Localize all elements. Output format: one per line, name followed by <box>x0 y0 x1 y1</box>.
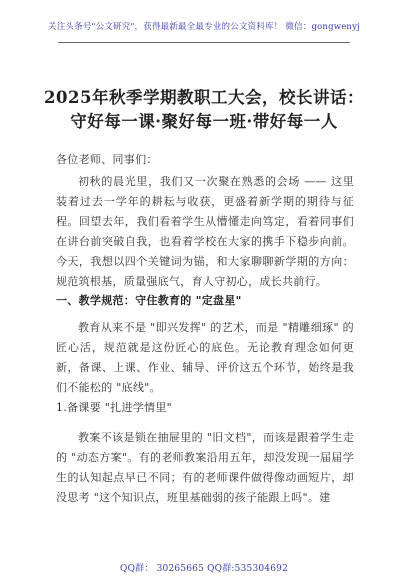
header-note: 关注头条号"公文研究"，获得最新最全最专业的公文资料库！ 微信：gongwenyj <box>48 22 360 32</box>
greeting: 各位老师、同事们： <box>56 153 158 166</box>
paragraph: 初秋的晨光里，我们又一次聚在熟悉的会场 —— 这里装着过去一学年的耕耘与收获，更盛着新学期的期待与征程。回望去年，我们看着学生从懵懂走向笃定，看着同事们在讲台前突破自我，也看着学校在大家的携手下稳步向前。今天，我想以四个关键词为锚，和大家聊聊新学期的方向：规范筑根基，质量强底气，育人守初心，成长共前行。 <box>56 175 354 288</box>
paragraph: 教案不该是锁在抽屉里的 "旧文档"，而该是跟着学生走的 "动态方案"。有的老师教案沿用五年，却没发现一届届学生的认知起点早已不同；有的老师课件做得像动画短片，却没思考 "这个知识点，班里基础弱的孩子能跟上吗"。建 <box>56 431 354 504</box>
document-title: 2025年秋季学期教职工大会，校长讲话：守好每一课·聚好每一班·带好每一人 <box>44 88 364 131</box>
footer-contact: QQ群： 30265665 QQ群:535304692 <box>119 564 288 574</box>
subsection-heading: 1.备课要 "扎进学情里" <box>56 401 173 414</box>
section-heading: 一、教学规范：守住教育的 "定盘星" <box>56 294 242 307</box>
header-divider <box>58 42 350 43</box>
paragraph: 教育从来不是 "即兴发挥" 的艺术，而是 "精雕细琢" 的匠心活，规范就是这份匠心的底色。无论教育理念如何更新，备课、上课、作业、辅导、评价这五个环节，始终是我们不能松的 "底线"。 <box>56 321 354 394</box>
